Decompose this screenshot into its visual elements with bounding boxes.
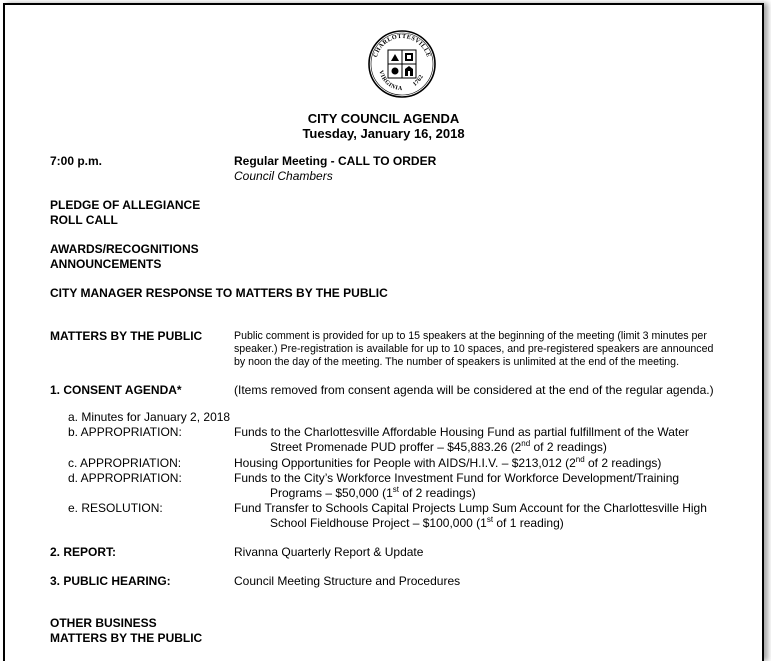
meeting-location: Council Chambers [234, 169, 333, 183]
consent-agenda-heading: 1. CONSENT AGENDA* [50, 383, 182, 397]
consent-item-b-line-1: Funds to the Charlottesville Affordable Housing Fund as partial fulfillment of the Water [234, 425, 689, 439]
consent-item-d-label: d. APPROPRIATION: [68, 471, 182, 485]
agenda-date: Tuesday, January 16, 2018 [302, 126, 465, 141]
city-manager-heading: CITY MANAGER RESPONSE TO MATTERS BY THE PUBLIC [50, 286, 388, 300]
report-text: Rivanna Quarterly Report & Update [234, 545, 424, 559]
other-business-heading: OTHER BUSINESS [50, 616, 157, 630]
agenda-page [3, 3, 764, 661]
roll-call-heading: ROLL CALL [50, 213, 118, 227]
matters-public-line-2: speaker.) Pre-registration is available for up to 10 spaces, and pre-registered speakers are announced [234, 343, 714, 355]
consent-item-b-label: b. APPROPRIATION: [68, 425, 182, 439]
announcements-heading: ANNOUNCEMENTS [50, 257, 162, 271]
closing-matters-public-heading: MATTERS BY THE PUBLIC [50, 631, 203, 645]
pledge-heading: PLEDGE OF ALLEGIANCE [50, 198, 201, 212]
consent-item-e-line-1: Fund Transfer to Schools Capital Projects Lump Sum Account for the Charlottesville High [234, 501, 707, 515]
consent-item-e-line-2: School Fieldhouse Project – $100,000 (1st of 1 reading) [270, 515, 564, 530]
meeting-time: 7:00 p.m. [50, 154, 103, 168]
consent-agenda-note: (Items removed from consent agenda will be considered at the end of the regular agenda.) [234, 383, 714, 397]
consent-item-c-line-1: Housing Opportunities for People with AIDS/H.I.V. – $213,012 (2nd of 2 readings) [234, 455, 662, 470]
consent-item-d-line-1: Funds to the City’s Workforce Investment Fund for Workforce Development/Training [234, 471, 680, 485]
seal-year: 1762 [412, 74, 426, 88]
seal-text-bottom: VIRGINIA [377, 69, 403, 93]
public-hearing-heading: 3. PUBLIC HEARING: [50, 574, 171, 588]
consent-item-c-label: c. APPROPRIATION: [68, 456, 182, 470]
consent-item-d-line-2: Programs – $50,000 (1st of 2 readings) [270, 485, 476, 500]
consent-item-a-label: a. Minutes for January 2, 2018 [68, 410, 231, 424]
matters-public-description [234, 330, 713, 369]
matters-public-line-3: by noon the day of the meeting. The number of speakers is unlimited at the end of the meeting. [234, 356, 680, 368]
report-heading: 2. REPORT: [50, 545, 117, 559]
awards-heading: AWARDS/RECOGNITIONS [50, 242, 199, 256]
seal-text-top: CHARLOTTESVILLE [371, 32, 433, 59]
public-hearing-text: Council Meeting Structure and Procedures [234, 574, 461, 588]
matters-public-line-1: Public comment is provided for up to 15 speakers at the beginning of the meeting (limit 3 minutes per [234, 330, 707, 342]
consent-item-b-line-2: Street Promenade PUD proffer – $45,883.26 (2nd of 2 readings) [270, 439, 607, 454]
agenda-title: CITY COUNCIL AGENDA [307, 111, 460, 126]
consent-item-e-label: e. RESOLUTION: [68, 501, 163, 515]
city-seal-logo [367, 29, 437, 99]
call-to-order-title: Regular Meeting - CALL TO ORDER [234, 154, 437, 168]
matters-public-heading: MATTERS BY THE PUBLIC [50, 329, 203, 343]
